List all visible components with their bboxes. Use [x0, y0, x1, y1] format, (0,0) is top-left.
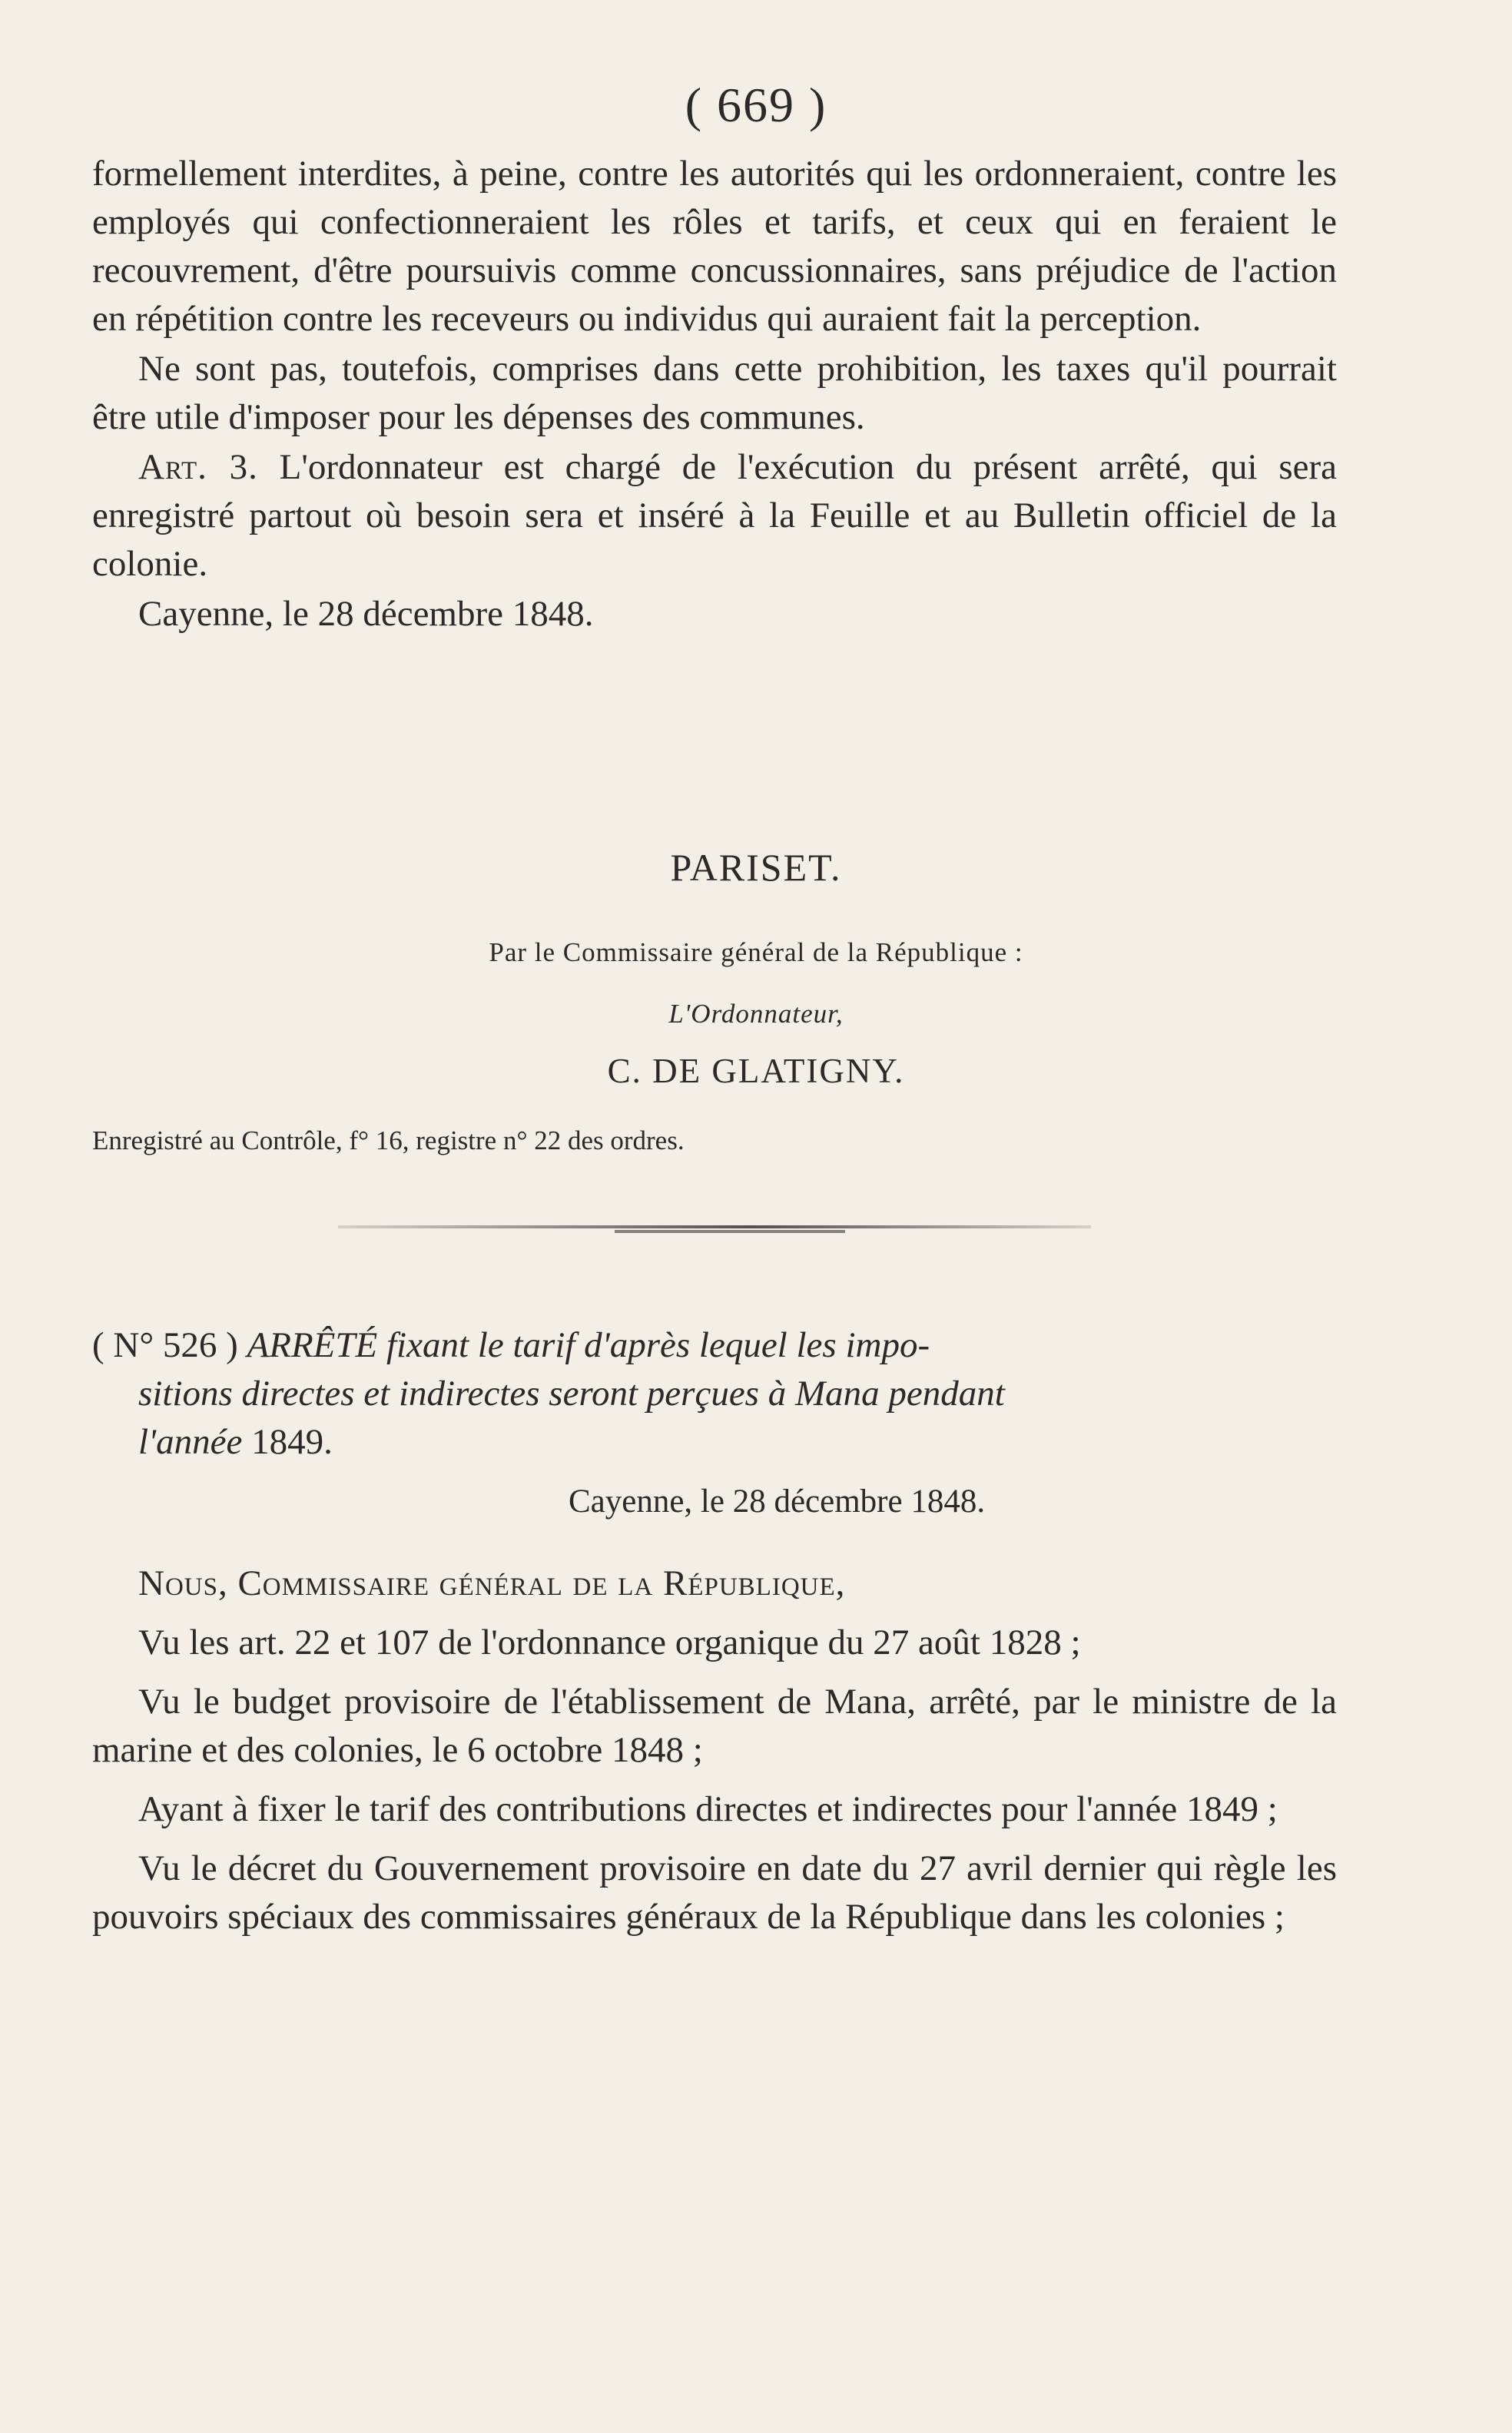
paragraph-article-3 [92, 443, 1337, 588]
page-number: ( 669 ) [685, 78, 827, 132]
paragraph-prohibition: formellement interdites, à peine, contre les autorités qui les ordonneraient, contre les employés qui confectionneraient les rôles et tarifs, et ceux qui en feraient le recouvrement, d'être poursuivis comme concussionnaires, sans préjudice de l'action en répétition contre les receveurs ou individus qui auraient fait la perception. [92, 154, 1337, 339]
decree-title-line-1: ARRÊTÉ fixant le tarif d'après lequel les impo- [247, 1325, 930, 1365]
ordonnateur-title: L'Ordonnateur, [668, 999, 844, 1029]
decree-title-line-3 [92, 1418, 1337, 1467]
registration-line: Enregistré au Contrôle, f° 16, registre n° 22 des ordres. [92, 1125, 685, 1155]
decree-title-year-word: l'année [138, 1422, 243, 1462]
preamble-block [92, 1560, 1337, 1941]
preamble-nous: Nous, Commissaire général de la République, [138, 1563, 846, 1603]
article-text: L'ordonnateur est chargé de l'exécution du présent arrêté, qui sera enregistré partout où besoin sera et inséré à la Feuille et au Bulletin officiel de la colonie. [92, 447, 1337, 584]
decree-number: ( N° 526 ) [92, 1325, 238, 1365]
decree-title-year: 1849. [251, 1422, 333, 1462]
signature-pariset: PARISET. [670, 846, 842, 889]
preamble-item: Vu les art. 22 et 107 de l'ordonnance organique du 27 août 1828 ; [138, 1623, 1081, 1662]
decree-heading [92, 1321, 1337, 1467]
signature-glatigny: C. DE GLATIGNY. [607, 1052, 905, 1090]
by-commissioner-line: Par le Commissaire général de la République : [489, 937, 1023, 967]
decree-date: Cayenne, le 28 décembre 1848. [569, 1483, 986, 1520]
preamble-item: Vu le décret du Gouvernement provisoire en date du 27 avril dernier qui règle les pouvoirs spéciaux des commissaires généraux de la République dans les colonies ; [92, 1848, 1337, 1937]
preamble-item: Ayant à fixer le tarif des contributions directes et indirectes pour l'année 1849 ; [138, 1789, 1278, 1829]
preamble-item: Vu le budget provisoire de l'établissement de Mana, arrêté, par le ministre de la marine et des colonies, le 6 octobre 1848 ; [92, 1682, 1337, 1770]
place-date: Cayenne, le 28 décembre 1848. [138, 594, 594, 634]
section-divider [338, 1225, 1091, 1228]
paragraph-exception: Ne sont pas, toutefois, comprises dans cette prohibition, les taxes qu'il pourrait être utile d'imposer pour les dépenses des communes. [92, 349, 1337, 437]
decree-title-line-2: sitions directes et indirectes seront perçues à Mana pendant [138, 1374, 1005, 1414]
article-label: Art. 3. [138, 447, 258, 487]
section-divider-center [615, 1230, 845, 1233]
top-text-block [92, 150, 1337, 638]
